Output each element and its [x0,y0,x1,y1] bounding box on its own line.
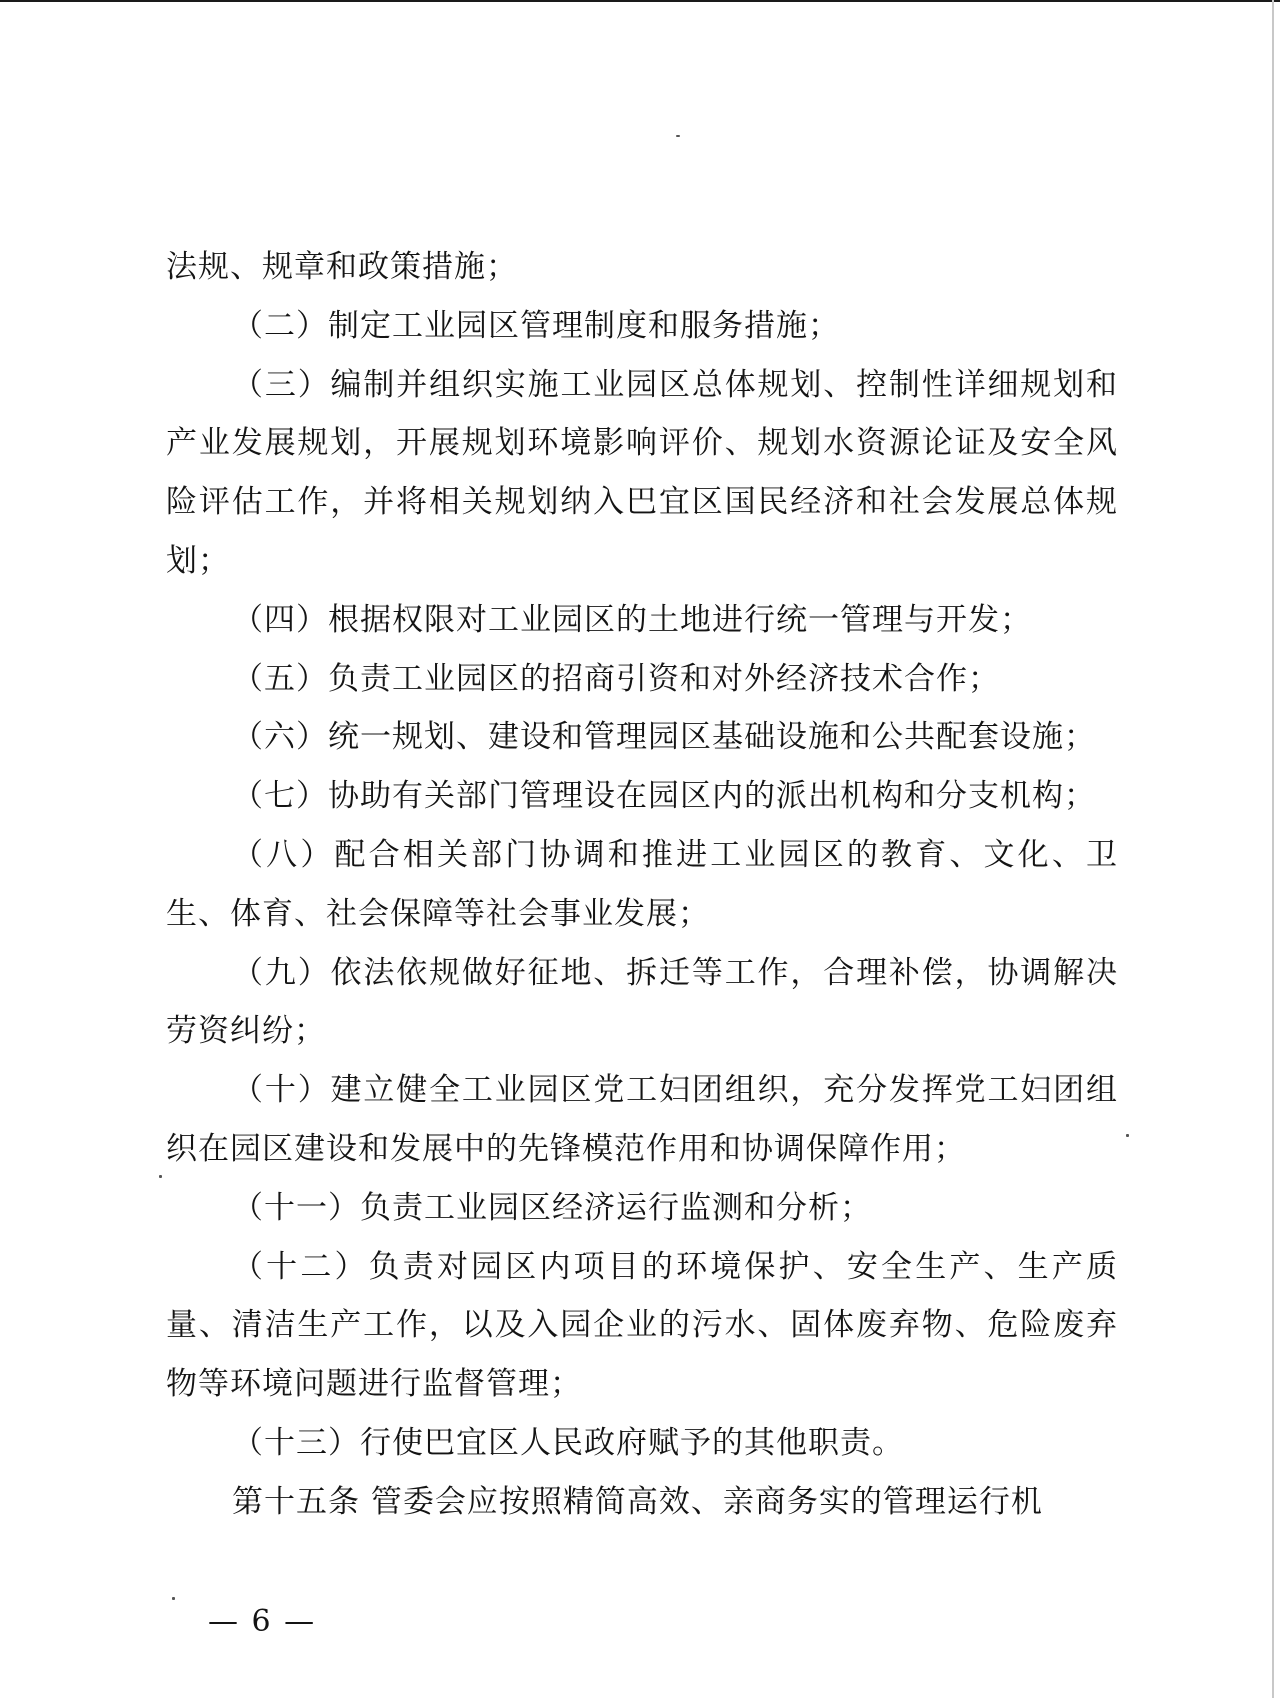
paragraph-item-13: （十三）行使巴宜区人民政府赋予的其他职责。 [232,1424,904,1461]
scan-speck [1126,1134,1129,1137]
paragraph-item-3: （三）编制并组织实施工业园区总体规划、控制性详细规划和产业发展规划，开展规划环境影响评价、规划水资源论证及安全风险评估工作，并将相关规划纳入巴宜区国民经济和社会发展总体规划； [166,366,1118,579]
scan-edge-top [0,0,1280,2]
paragraph-item-10: （十）建立健全工业园区党工妇团组织，充分发挥党工妇团组织在园区建设和发展中的先锋模范作用和协调保障作用； [166,1072,1118,1167]
document-body [166,238,1118,1532]
scan-speck [676,135,680,137]
paragraph-item-6: （六）统一规划、建设和管理园区基础设施和公共配套设施； [232,719,1096,756]
paragraph-continuation: 法规、规章和政策措施； [166,249,518,285]
paragraph-item-7: （七）协助有关部门管理设在园区内的派出机构和分支机构； [232,778,1096,815]
article-15-heading: 第十五条 管委会应按照精简高效、亲商务实的管理运行机 [232,1483,1043,1520]
paragraph-item-4: （四）根据权限对工业园区的土地进行统一管理与开发； [232,601,1032,638]
scan-speck [159,1175,162,1178]
scan-speck [172,1597,175,1600]
page-number: — 6 — [208,1604,317,1639]
paragraph-item-9: （九）依法依规做好征地、拆迁等工作，合理补偿，协调解决劳资纠纷； [166,954,1118,1050]
paragraph-item-5: （五）负责工业园区的招商引资和对外经济技术合作； [232,660,1000,697]
scan-edge-right [1272,0,1274,1698]
paragraph-item-2: （二）制定工业园区管理制度和服务措施； [232,307,840,344]
paragraph-item-12: （十二）负责对园区内项目的环境保护、安全生产、生产质量、清洁生产工作，以及入园企业的污水、固体废弃物、危险废弃物等环境问题进行监督管理； [166,1248,1118,1403]
paragraph-item-8: （八）配合相关部门协调和推进工业园区的教育、文化、卫生、体育、社会保障等社会事业发展； [166,836,1118,932]
paragraph-item-11: （十一）负责工业园区经济运行监测和分析； [232,1189,872,1226]
